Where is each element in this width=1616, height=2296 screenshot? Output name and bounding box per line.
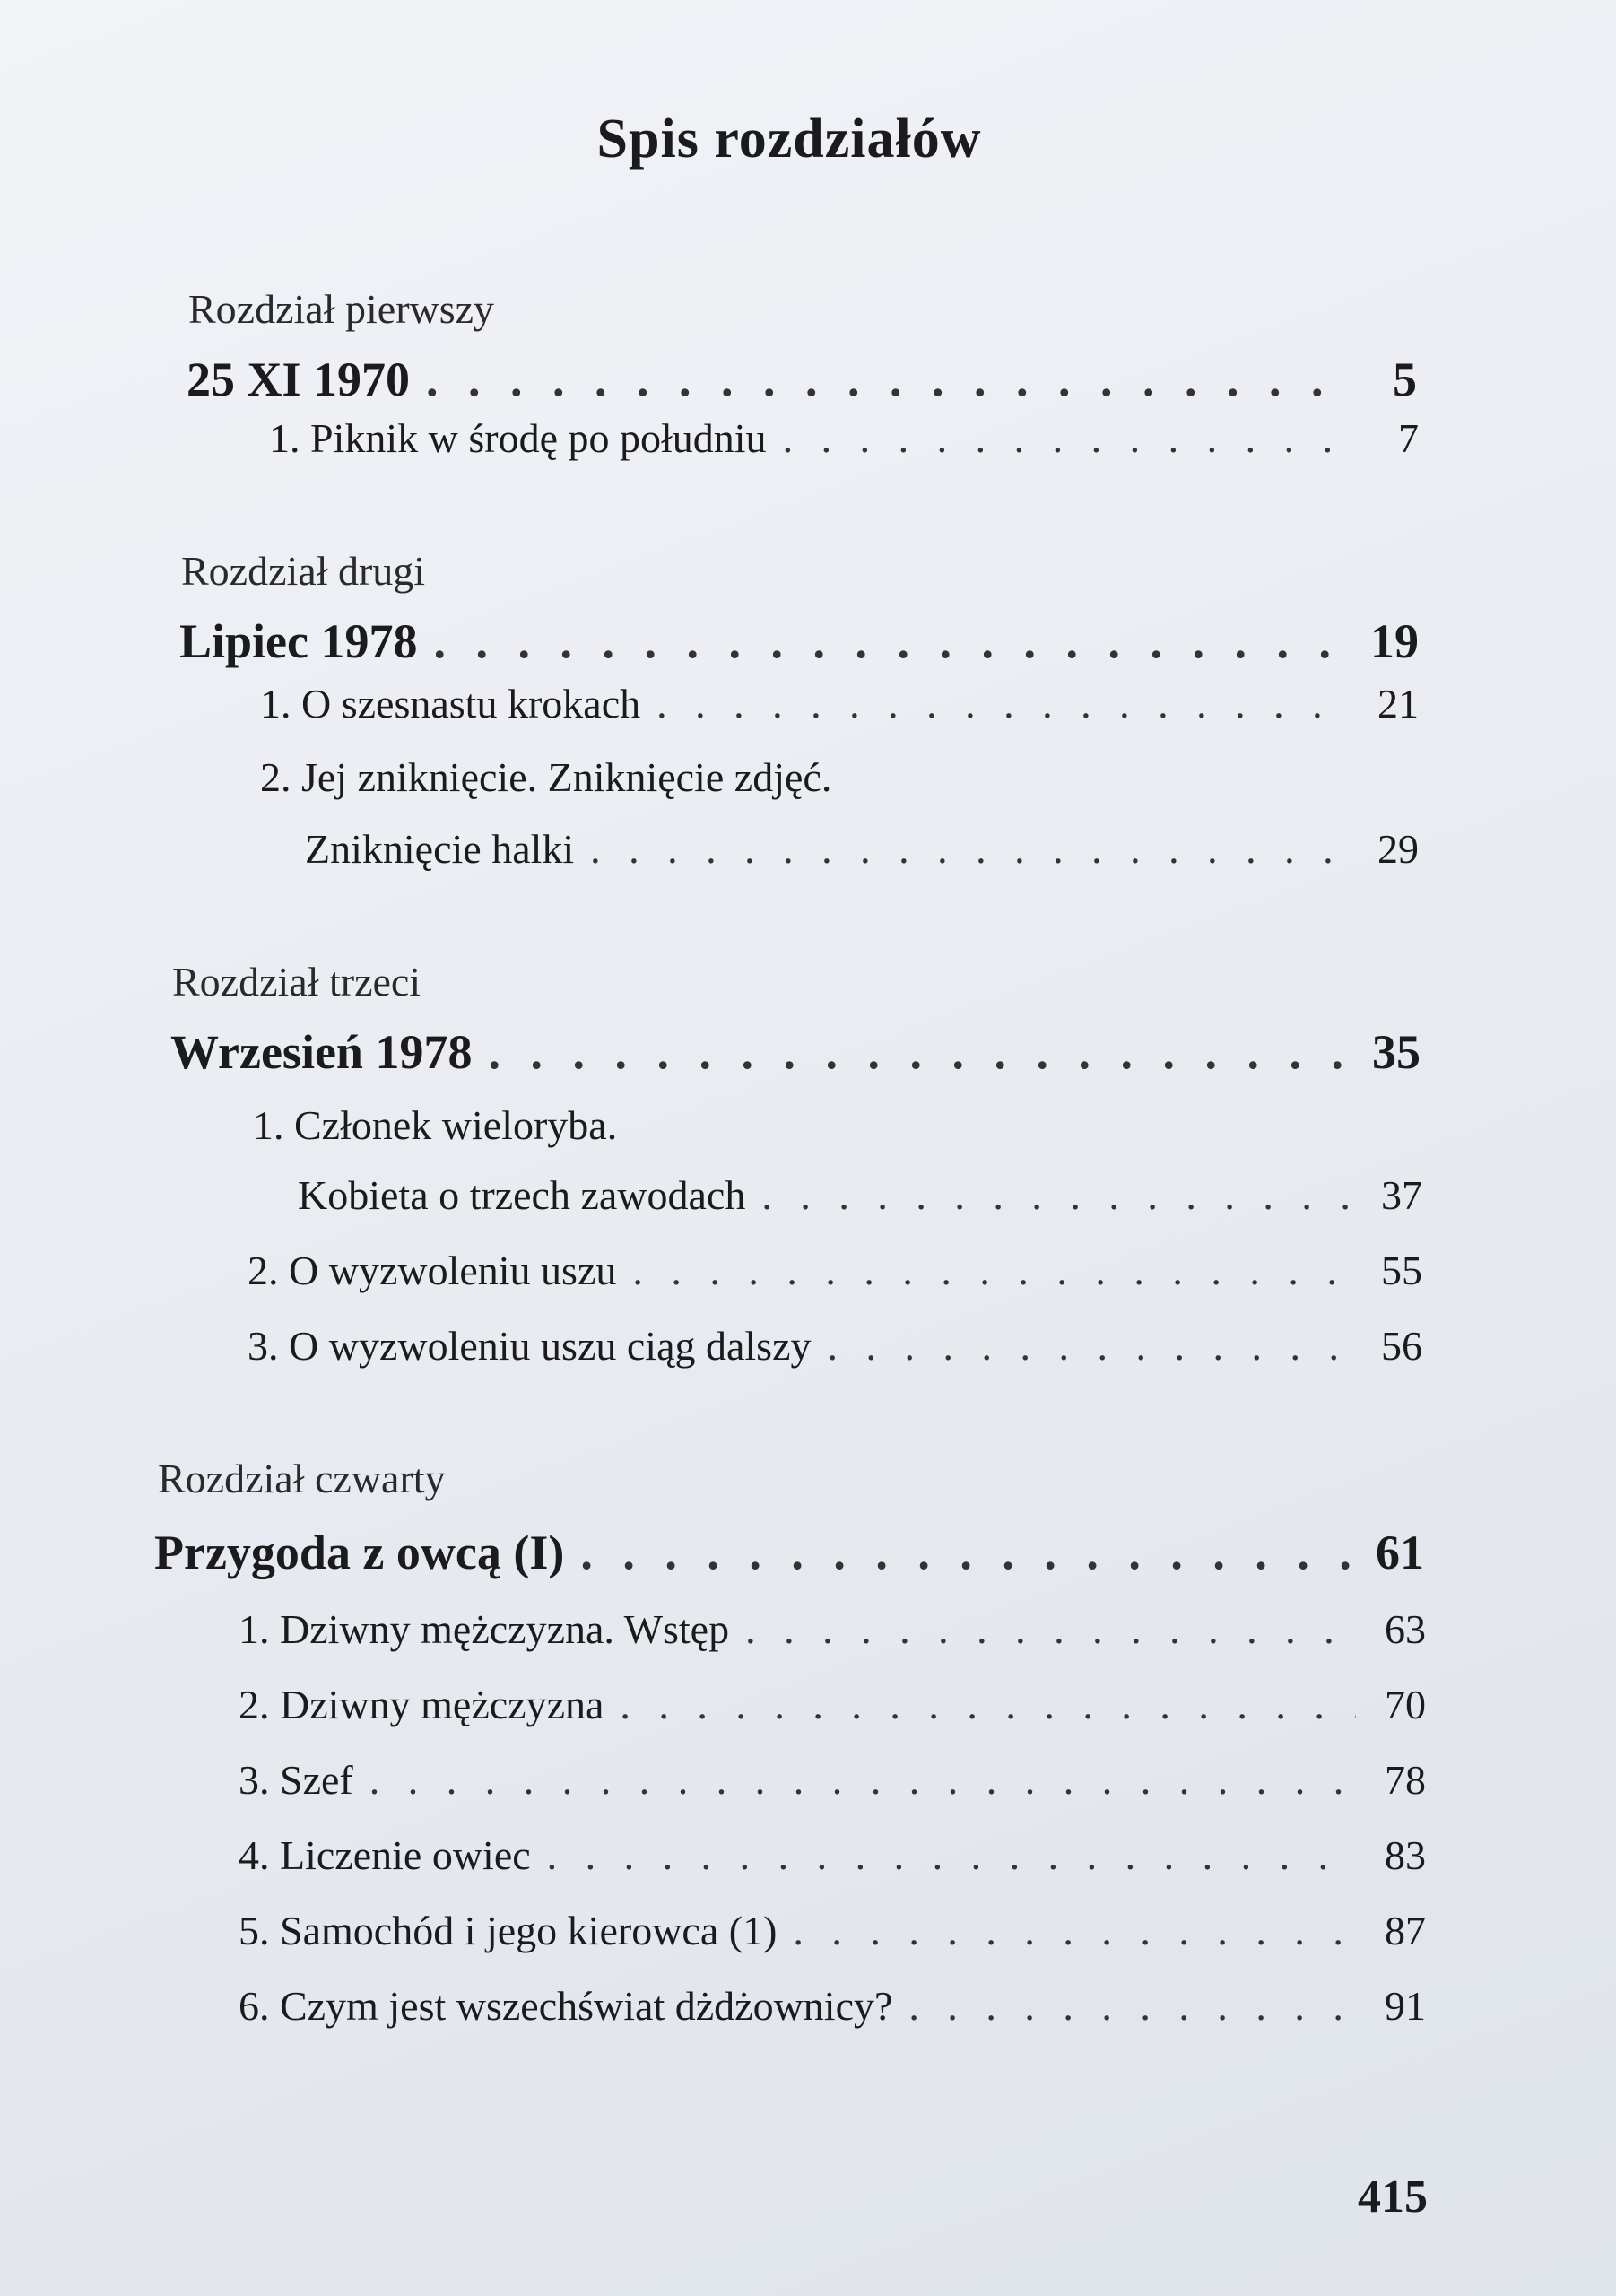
section-page: 21 [1377,681,1419,726]
section-page: 7 [1398,415,1419,461]
dot-leader [761,1171,1352,1219]
section-row [239,1831,1426,1879]
dot-leader [580,1525,1354,1580]
section-title: 5. Samochód i jego kierowca (1) [239,1908,778,1953]
section-row [239,1982,1426,2030]
chapter-title: Przygoda z owcą (I) [154,1526,565,1579]
section-page: 29 [1377,826,1419,872]
dot-leader [632,1247,1352,1294]
chapter-label: Rozdział czwarty [158,1456,446,1501]
section-row [239,1681,1426,1728]
section-title: 3. Szef [239,1757,353,1803]
chapter-title-row [187,352,1417,407]
chapter-label: Rozdział trzeci [172,959,421,1004]
section-row [305,825,1419,873]
section-title-continued: Zniknięcie halki [305,826,575,872]
section-row [239,1605,1426,1653]
dot-leader [908,1982,1356,2030]
section-page: 70 [1385,1682,1426,1727]
section-page: 63 [1385,1606,1426,1652]
section-title: 2. Dziwny mężczyzna [239,1682,604,1727]
dot-leader [656,680,1349,727]
dot-leader [783,414,1349,462]
dot-leader [434,613,1350,669]
dot-leader [547,1831,1356,1879]
section-row [260,680,1419,727]
section-title: 2. O wyzwoleniu uszu [248,1248,617,1293]
chapter-label: Rozdział pierwszy [188,286,495,332]
section-title: 2. Jej zniknięcie. Zniknięcie zdjęć. [260,754,832,800]
section-page: 91 [1385,1983,1426,2029]
section-page: 87 [1385,1908,1426,1953]
section-title: 1. Członek wieloryba. [253,1102,618,1148]
chapter-page: 5 [1393,352,1417,406]
dot-leader [793,1907,1356,1954]
section-row [269,414,1419,462]
dot-leader [369,1756,1356,1804]
section-row [298,1171,1422,1219]
section-title: 3. O wyzwoleniu uszu ciąg dalszy [248,1323,812,1369]
section-page: 78 [1385,1757,1426,1803]
chapter-title: Wrzesień 1978 [170,1025,473,1079]
dot-leader [828,1322,1352,1370]
dot-leader [426,352,1347,407]
dot-leader [488,1024,1351,1080]
section-row [239,1756,1426,1804]
section-page: 55 [1381,1248,1422,1293]
dot-leader [620,1681,1356,1728]
chapter-page: 61 [1376,1526,1424,1579]
page-title: Spis rozdziałów [596,109,982,170]
chapter-title: Lipiec 1978 [179,614,418,668]
section-row [248,1322,1422,1370]
section-row [239,1907,1426,1954]
section-title: 1. Piknik w środę po południu [269,415,767,461]
page-number: 415 [1358,2171,1428,2222]
section-title-continued: Kobieta o trzech zawodach [298,1172,746,1218]
section-page: 56 [1381,1323,1422,1369]
section-title: 6. Czym jest wszechświat dżdżownicy? [239,1983,893,2029]
chapter-title-row [170,1024,1421,1080]
section-page: 37 [1381,1172,1422,1218]
chapter-page: 35 [1372,1025,1421,1079]
chapter-title-row [179,613,1419,669]
section-title: 1. O szesnastu krokach [260,681,641,726]
dot-leader [745,1605,1356,1653]
section-title: 1. Dziwny mężczyzna. Wstęp [239,1606,730,1652]
section-row [248,1247,1422,1294]
dot-leader [590,825,1349,873]
section-page: 83 [1385,1832,1426,1878]
chapter-title: 25 XI 1970 [187,352,411,406]
chapter-label: Rozdział drugi [181,548,426,594]
chapter-page: 19 [1370,614,1419,668]
section-title: 4. Liczenie owiec [239,1832,531,1878]
chapter-title-row [154,1525,1424,1580]
